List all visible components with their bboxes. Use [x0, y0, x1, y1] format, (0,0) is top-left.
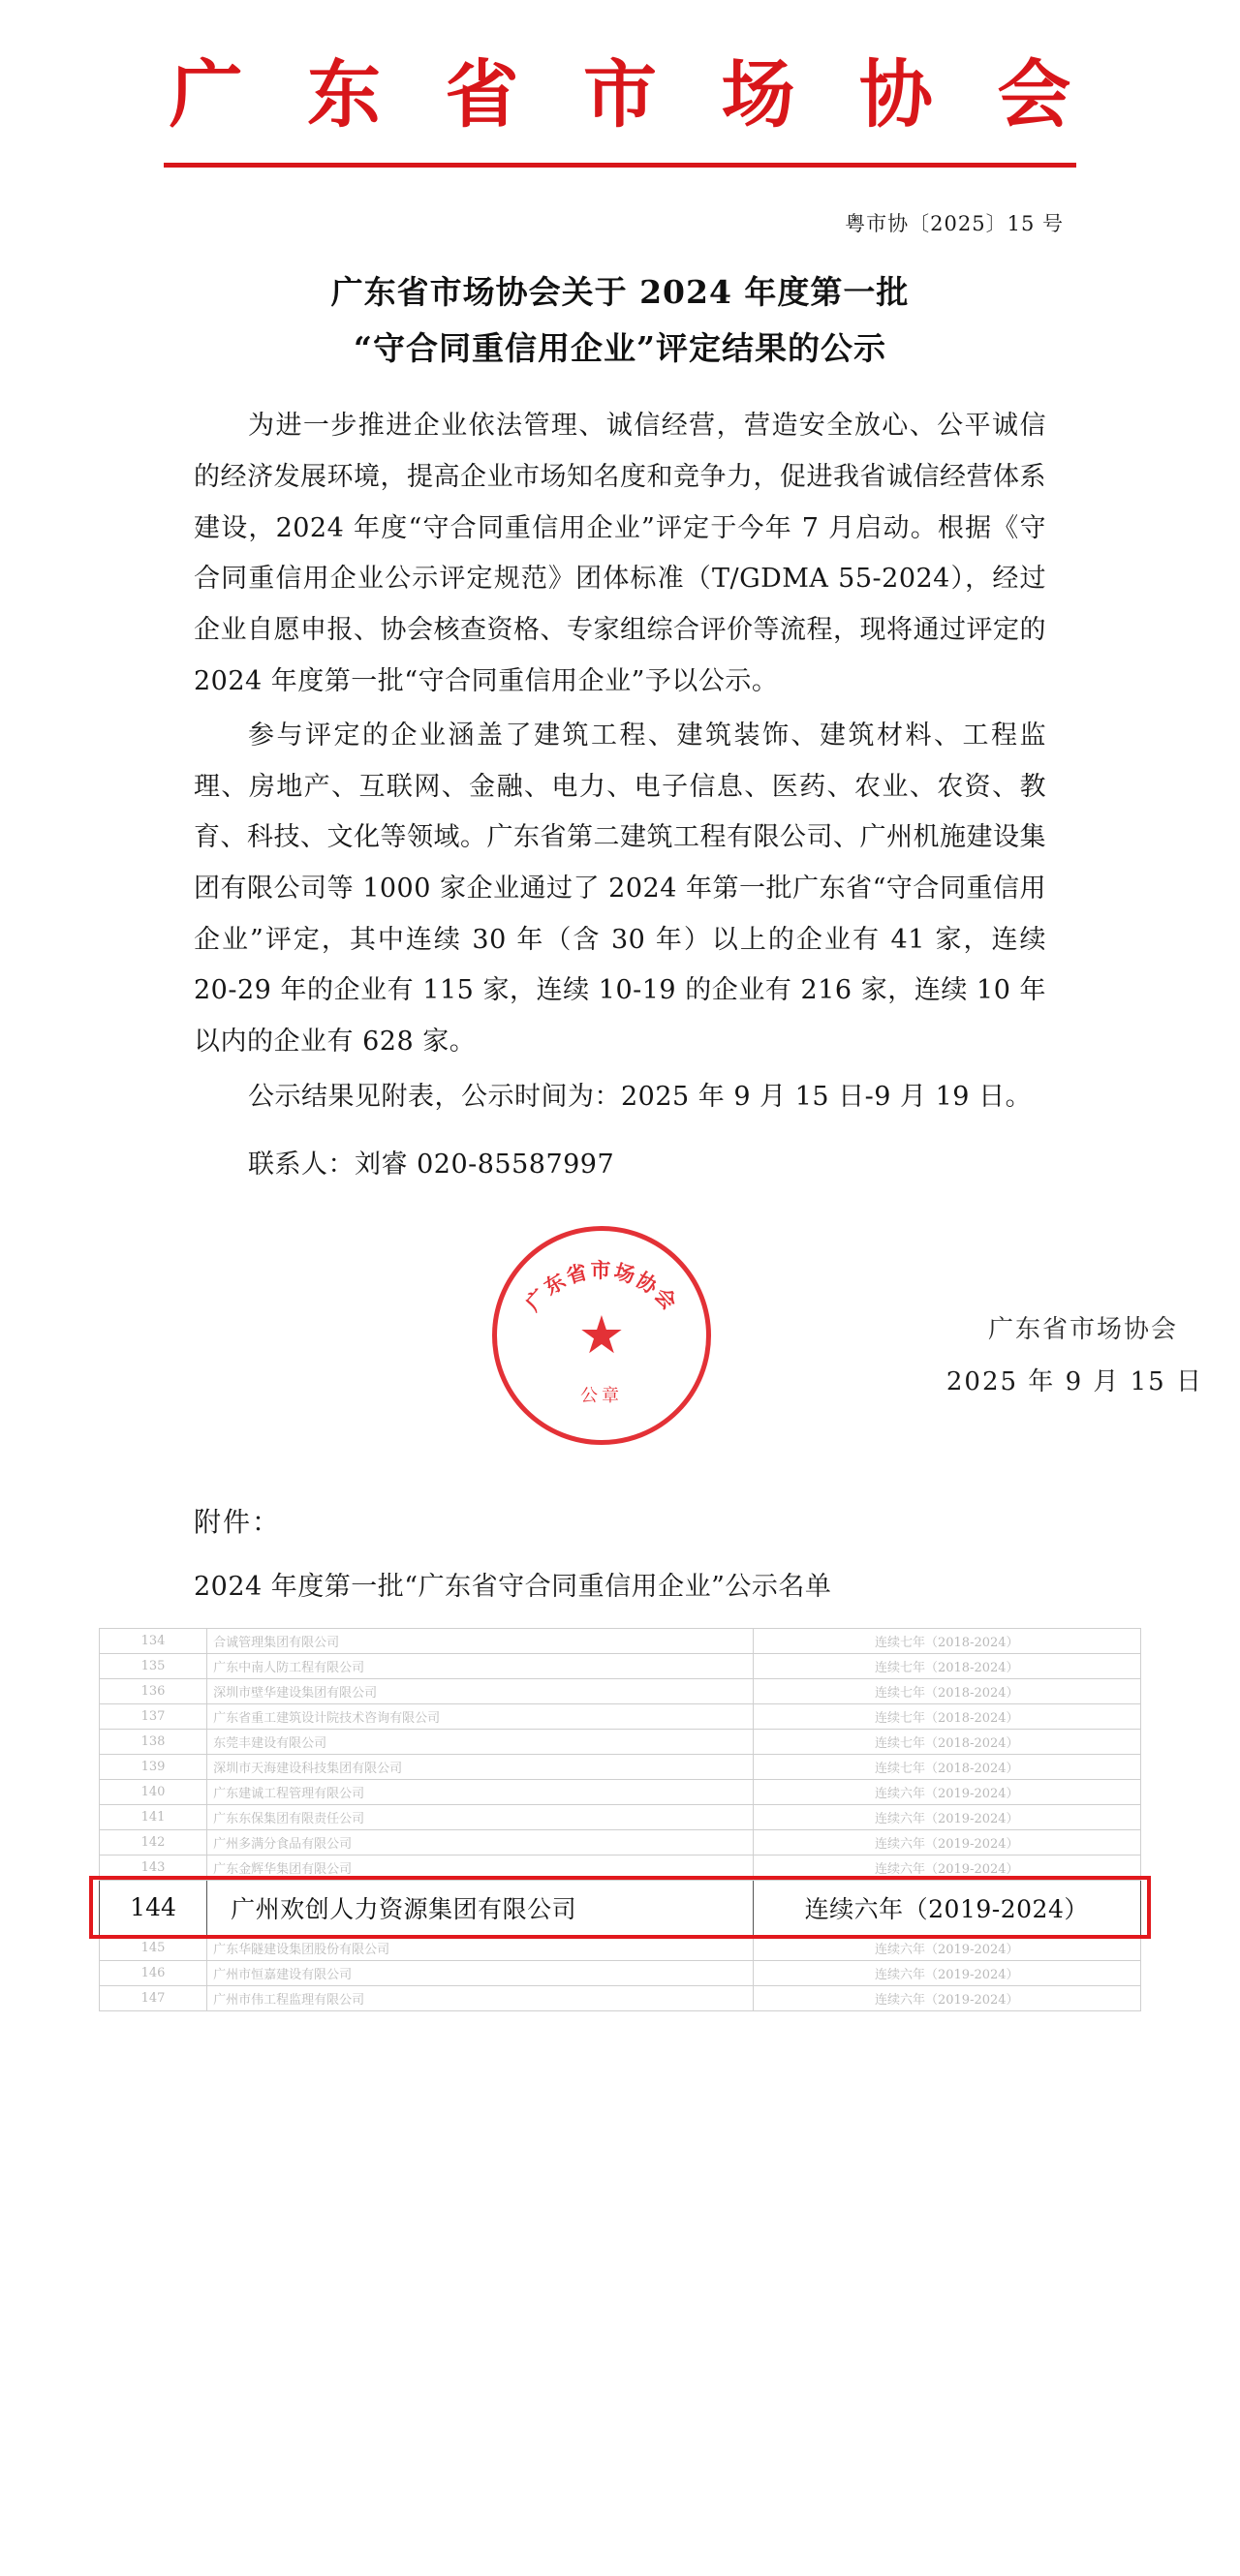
table-row	[100, 1653, 1141, 1678]
row-years: 连续六年（2019-2024）	[753, 1804, 1140, 1829]
table-row	[100, 1935, 1141, 1960]
row-index: 139	[100, 1754, 207, 1779]
page-title-line2: “守合同重信用企业”评定结果的公示	[354, 328, 886, 367]
row-years: 连续七年（2018-2024）	[753, 1653, 1140, 1678]
contact-line: 联系人：刘睿 020-85587997	[248, 1150, 615, 1181]
row-company-name: 广东中南人防工程有限公司	[207, 1653, 753, 1678]
table-row	[100, 1829, 1141, 1855]
table-row	[100, 1678, 1141, 1703]
row-company-name: 广东华隧建设集团股份有限公司	[207, 1935, 753, 1960]
table-row	[100, 1960, 1141, 1985]
paragraph-3: 公示结果见附表，公示时间为：2025 年 9 月 15 日-9 月 19 日。	[248, 1081, 1033, 1112]
table-row	[100, 1779, 1141, 1804]
attachment-section	[194, 1501, 1046, 1603]
row-company-name: 深圳市壁华建设集团有限公司	[207, 1678, 753, 1703]
row-company-name: 广东省重工建筑设计院技术咨询有限公司	[207, 1703, 753, 1729]
organization-title: 广 东 省 市 场 协 会	[169, 51, 1091, 138]
company-list-table	[99, 1628, 1141, 2011]
row-years: 连续七年（2018-2024）	[753, 1754, 1140, 1779]
row-index: 141	[100, 1804, 207, 1829]
table-row	[100, 1729, 1141, 1754]
signature-organization: 广东省市场协会	[987, 1314, 1178, 1344]
svg-text:广东省市场协会: 广东省市场协会	[520, 1257, 683, 1316]
seal-star-icon: ★	[577, 1303, 626, 1365]
row-company-name: 广州欢创人力资源集团有限公司	[207, 1880, 753, 1935]
row-company-name: 广东建诚工程管理有限公司	[207, 1779, 753, 1804]
row-index: 136	[100, 1678, 207, 1703]
page-title	[0, 264, 1240, 377]
row-company-name: 广州多满分食品有限公司	[207, 1829, 753, 1855]
row-years: 连续六年（2019-2024）	[753, 1960, 1140, 1985]
row-company-name: 广州市恒嘉建设有限公司	[207, 1960, 753, 1985]
row-index: 147	[100, 1985, 207, 2010]
official-seal-icon	[492, 1226, 711, 1445]
row-years: 连续六年（2019-2024）	[753, 1855, 1140, 1880]
table-row	[100, 1880, 1141, 1935]
attachment-title: 2024 年度第一批“广东省守合同重信用企业”公示名单	[194, 1571, 832, 1602]
row-index: 135	[100, 1653, 207, 1678]
row-company-name: 合诚管理集团有限公司	[207, 1628, 753, 1653]
page-title-line1: 广东省市场协会关于 2024 年度第一批	[330, 272, 910, 311]
row-index: 137	[100, 1703, 207, 1729]
row-index: 145	[100, 1935, 207, 1960]
row-company-name: 东莞丰建设有限公司	[207, 1729, 753, 1754]
row-index: 146	[100, 1960, 207, 1985]
company-list-table-area	[99, 1628, 1141, 2011]
masthead-divider	[164, 163, 1076, 168]
paragraph-2: 参与评定的企业涵盖了建筑工程、建筑装饰、建筑材料、工程监理、房地产、互联网、金融、电力、电子信息、医药、农业、农资、教育、科技、文化等领域。广东省第二建筑工程有限公司、广州机施建设集团有限公司等 1000 家企业通过了 2024 年第一批广东省“守合同重信用企业”评定，其中连续 30 年（含 30 年）以上的企业有 41 家，连续 20-29 年的企业有 115 家，连续 10-19 的企业有 216 家，连续 10 年以内的企业有 628 家。	[194, 721, 1046, 1057]
row-years: 连续七年（2018-2024）	[753, 1703, 1140, 1729]
table-row	[100, 1985, 1141, 2010]
row-index: 140	[100, 1779, 207, 1804]
row-company-name: 广东金辉华集团有限公司	[207, 1855, 753, 1880]
row-years: 连续六年（2019-2024）	[753, 1829, 1140, 1855]
document-number: 粤市协〔2025〕15 号	[845, 211, 1064, 235]
table-row	[100, 1754, 1141, 1779]
row-years: 连续六年（2019-2024）	[753, 1985, 1140, 2010]
row-years: 连续七年（2018-2024）	[753, 1729, 1140, 1754]
row-index: 143	[100, 1855, 207, 1880]
masthead	[0, 0, 1240, 168]
table-row	[100, 1628, 1141, 1653]
table-row	[100, 1703, 1141, 1729]
row-company-name: 广东东保集团有限责任公司	[207, 1804, 753, 1829]
table-row	[100, 1855, 1141, 1880]
row-years: 连续六年（2019-2024）	[753, 1779, 1140, 1804]
row-index: 134	[100, 1628, 207, 1653]
attachment-label: 附件：	[194, 1505, 282, 1538]
row-index: 138	[100, 1729, 207, 1754]
row-years: 连续六年（2019-2024）	[753, 1935, 1140, 1960]
seal-bottom-text: 公章	[580, 1385, 623, 1406]
row-index: 144	[100, 1880, 207, 1935]
row-index: 142	[100, 1829, 207, 1855]
document-body	[194, 401, 1046, 1191]
signature-block	[0, 1216, 1240, 1468]
row-company-name: 广州市伟工程监理有限公司	[207, 1985, 753, 2010]
row-years: 连续七年（2018-2024）	[753, 1628, 1140, 1653]
paragraph-1: 为进一步推进企业依法管理、诚信经营，营造安全放心、公平诚信的经济发展环境，提高企业市场知名度和竞争力，促进我省诚信经营体系建设，2024 年度“守合同重信用企业”评定于今年 7 月启动。根据《守合同重信用企业公示评定规范》团体标准（T/GDMA 55-2024），经过企业自愿申报、协会核查资格、专家组综合评价等流程，现将通过评定的 2024 年度第一批“守合同重信用企业”予以公示。	[194, 411, 1046, 696]
row-years: 连续七年（2018-2024）	[753, 1678, 1140, 1703]
row-years: 连续六年（2019-2024）	[753, 1880, 1140, 1935]
signature-date: 2025 年 9 月 15 日	[946, 1366, 1203, 1396]
row-company-name: 深圳市天海建设科技集团有限公司	[207, 1754, 753, 1779]
table-row	[100, 1804, 1141, 1829]
